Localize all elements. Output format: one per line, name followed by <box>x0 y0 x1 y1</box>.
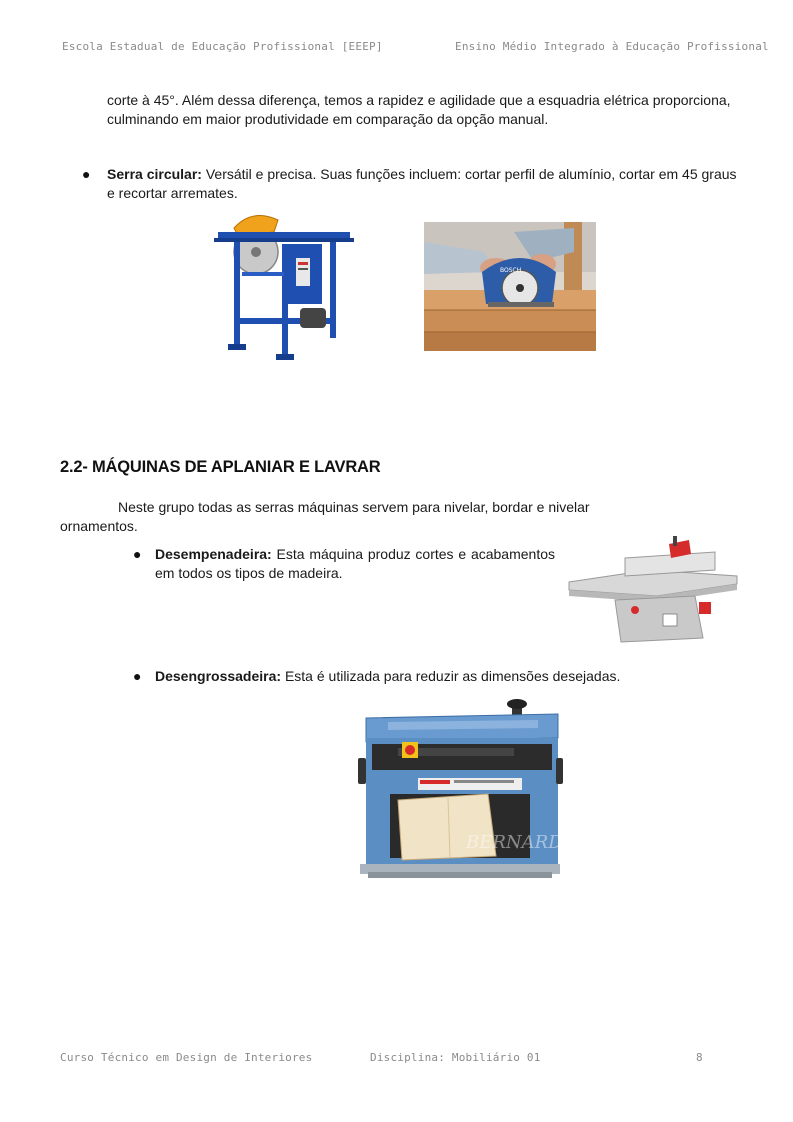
bullet-desengrossadeira <box>155 667 735 686</box>
header-program: Ensino Médio Integrado à Educação Profissional <box>455 40 769 53</box>
bullet-term: Serra circular: <box>107 166 202 182</box>
footer-discipline: Disciplina: Mobiliário 01 <box>370 1051 541 1064</box>
bullet-icon: ● <box>82 166 91 182</box>
planer-watermark: BERNARDO <box>466 832 578 853</box>
page-number: 8 <box>696 1051 703 1064</box>
bullet-desempenadeira <box>155 545 555 583</box>
bullet-icon: ● <box>133 546 142 562</box>
bullet-serra-circular <box>107 165 737 203</box>
section-intro-text: Neste grupo todas as serras máquinas servem para nivelar, bordar e nivelar ornamentos. <box>60 499 590 534</box>
bullet-term: Desengrossadeira: <box>155 668 282 684</box>
bullet-text: Esta máquina produz cortes e acabamentos em todos os tipos de madeira. <box>155 546 555 581</box>
thickness-planer-image <box>358 698 578 884</box>
continuation-paragraph: corte à 45°. Além dessa diferença, temos a rapidez e agilidade que a esquadria elétrica proporciona, culminando em maior produtividade em comparação da opção manual. <box>107 92 731 127</box>
svg-text:BOSCH: BOSCH <box>500 267 522 274</box>
bullet-text: Versátil e precisa. Suas funções incluem: cortar perfil de alumínio, cortar em 45 graus e recortar arremates. <box>107 166 737 201</box>
bullet-icon: ● <box>133 668 142 684</box>
circular-saw-photo <box>424 222 596 351</box>
section-title: 2.2- MÁQUINAS DE APLANIAR E LAVRAR <box>60 458 381 476</box>
header-school: Escola Estadual de Educação Profissional [EEEP] <box>62 40 383 53</box>
table-saw-image <box>212 210 354 362</box>
jointer-image <box>565 530 741 645</box>
bullet-text: Esta é utilizada para reduzir as dimensões desejadas. <box>281 668 621 684</box>
bullet-term: Desempenadeira: <box>155 546 272 562</box>
footer-course: Curso Técnico em Design de Interiores <box>60 1051 313 1064</box>
